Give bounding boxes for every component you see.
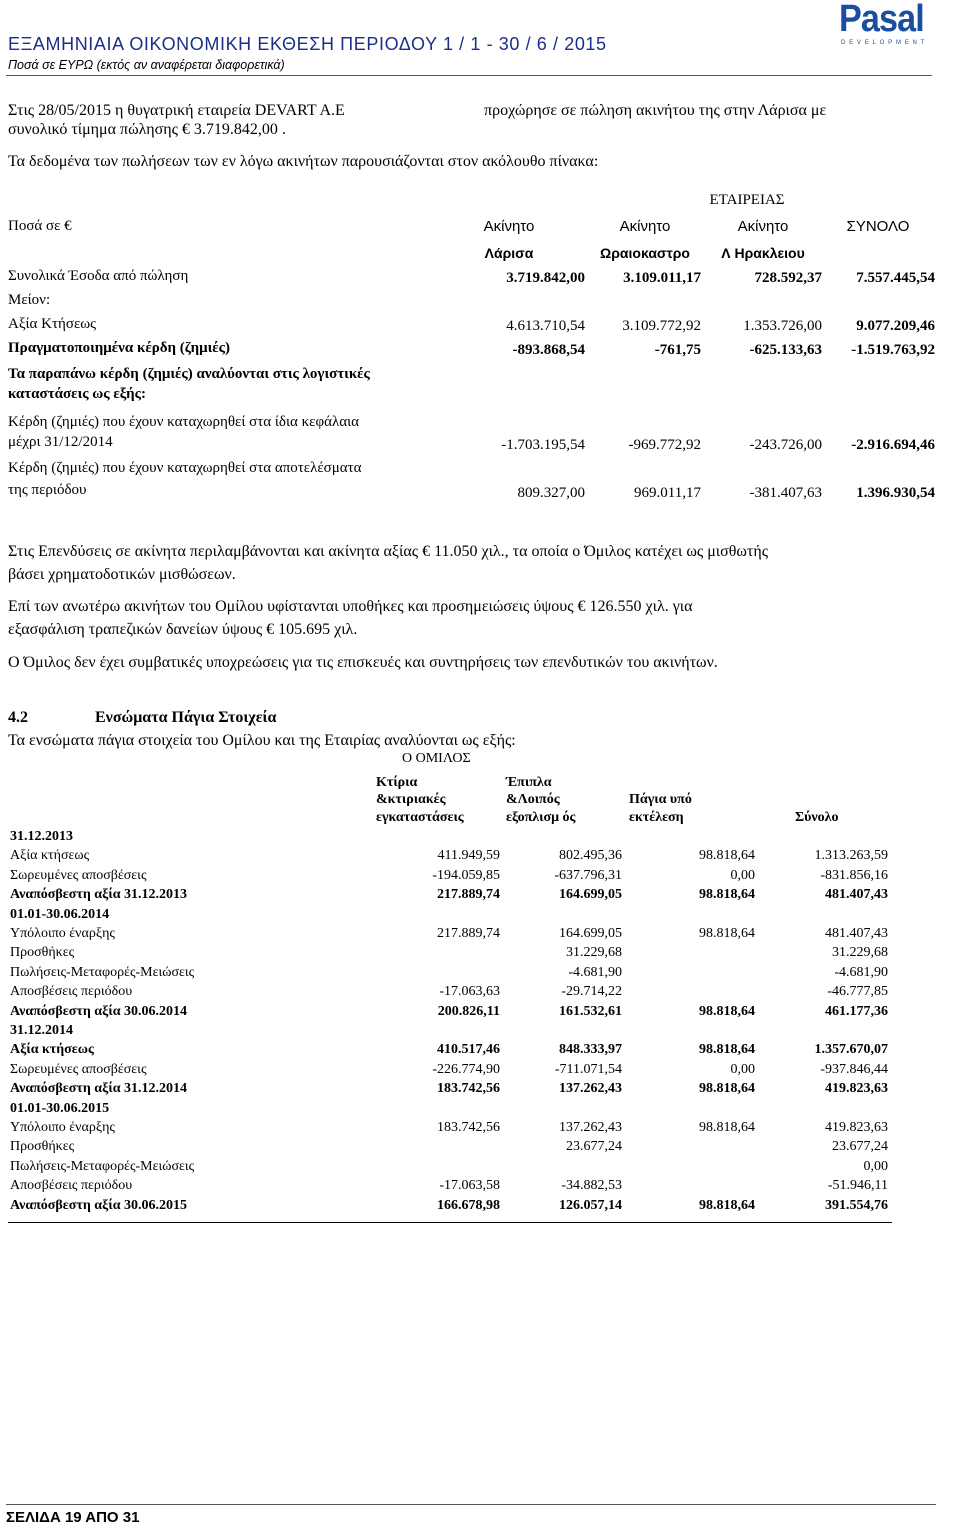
- assets-column-header: εξοπλισμ ός: [506, 810, 576, 825]
- column-header-bottom: Ωραιοκαστρο: [600, 245, 690, 261]
- sales-cell: 728.592,37: [754, 270, 822, 286]
- assets-cell: 848.333,97: [559, 1042, 622, 1057]
- assets-cell: 31.229,68: [566, 945, 622, 960]
- column-header-top: ΣΥΝΟΛΟ: [846, 218, 910, 235]
- sales-row-label: Πραγματοποιημένα κέρδη (ζημιές): [8, 340, 230, 356]
- assets-column-header: &Λοιπός: [506, 792, 560, 807]
- sales-cell: 4.613.710,54: [506, 318, 585, 334]
- assets-cell: 461.177,36: [825, 1004, 888, 1019]
- assets-cell: 98.818,64: [699, 1081, 755, 1096]
- sales-cell: 3.109.011,17: [623, 270, 701, 286]
- assets-row-label: Αξία κτήσεως: [10, 1042, 94, 1057]
- sales-row-label: Κέρδη (ζημιές) που έχουν καταχωρηθεί στα ίδια κεφάλαια: [8, 414, 359, 430]
- assets-cell: 137.262,43: [559, 1120, 622, 1135]
- assets-cell: 31.229,68: [832, 945, 888, 960]
- sales-row-label-cont: καταστάσεις ως εξής:: [8, 386, 146, 402]
- header-divider: [6, 75, 932, 76]
- assets-column-header: &κτιριακές: [376, 792, 446, 807]
- sales-cell: 9.077.209,46: [856, 318, 935, 334]
- assets-table-bottom-rule: [8, 1222, 892, 1223]
- assets-cell: -51.946,11: [827, 1178, 888, 1193]
- assets-cell: -34.882,53: [561, 1178, 622, 1193]
- assets-row-label: Υπόλοιπο έναρξης: [10, 926, 115, 941]
- assets-cell: 481.407,43: [825, 887, 888, 902]
- assets-cell: 164.699,05: [559, 887, 622, 902]
- paragraph-leases-line-2: βάσει χρηματοδοτικών μισθώσεων.: [8, 566, 236, 583]
- assets-cell: 1.357.670,07: [814, 1042, 888, 1057]
- sales-row-label: Κέρδη (ζημιές) που έχουν καταχωρηθεί στα αποτελέσματα: [8, 460, 362, 476]
- company-header: ΕΤΑΙΡΕΙΑΣ: [709, 192, 785, 208]
- assets-cell: -194.059,85: [432, 868, 500, 883]
- assets-row-label: 31.12.2014: [10, 1023, 73, 1038]
- assets-cell: 137.262,43: [559, 1081, 622, 1096]
- assets-cell: -46.777,85: [827, 984, 888, 999]
- assets-row-label: 01.01-30.06.2014: [10, 907, 110, 922]
- assets-column-header: Σύνολο: [795, 810, 839, 825]
- assets-cell: 481.407,43: [825, 926, 888, 941]
- assets-cell: -17.063,58: [439, 1178, 500, 1193]
- assets-cell: 200.826,11: [437, 1004, 500, 1019]
- sales-cell: -761,75: [654, 342, 701, 358]
- paragraph-leases-line-1: Στις Επενδύσεις σε ακίνητα περιλαμβάνονται και ακίνητα αξίας € 11.050 χιλ., τα οποία ο Όμιλος κατέχει ως μισθωτής: [8, 543, 769, 560]
- sales-cell: -243.726,00: [749, 437, 822, 453]
- column-header-bottom: Λ Ηρακλειου: [721, 245, 805, 261]
- sales-row-label: Αξία Κτήσεως: [8, 316, 97, 332]
- assets-cell: 98.818,64: [699, 848, 755, 863]
- assets-cell: 410.517,46: [437, 1042, 500, 1057]
- paragraph-obligations: Ο Όμιλος δεν έχει συμβατικές υποχρεώσεις για τις επισκευές και συντηρήσεις των επενδυτικών του ακινήτων.: [8, 654, 718, 671]
- assets-cell: -29.714,22: [561, 984, 622, 999]
- assets-row-label: Αποσβέσεις περιόδου: [10, 1178, 133, 1193]
- sales-row-label: Συνολικά Έσοδα από πώληση: [8, 268, 189, 284]
- assets-cell: 166.678,98: [437, 1198, 500, 1213]
- sales-cell: -2.916.694,46: [851, 437, 935, 453]
- assets-cell: 126.057,14: [559, 1198, 622, 1213]
- footer-divider: [6, 1504, 936, 1505]
- assets-cell: 98.818,64: [699, 1004, 755, 1019]
- assets-cell: -17.063,63: [439, 984, 500, 999]
- column-header-top: Ακίνητο: [483, 218, 535, 235]
- sales-cell: 809.327,00: [517, 485, 585, 501]
- assets-cell: -831.856,16: [820, 868, 888, 883]
- sales-cell: 1.353.726,00: [743, 318, 822, 334]
- assets-column-header: Έπιπλα: [506, 775, 552, 790]
- assets-cell: 23.677,24: [566, 1139, 622, 1154]
- assets-row-label: Σωρευμένες αποσβέσεις: [10, 868, 147, 883]
- assets-row-label: Αξία κτήσεως: [10, 848, 90, 863]
- assets-column-header: εκτέλεση: [629, 810, 684, 825]
- sales-cell: 969.011,17: [634, 485, 701, 501]
- assets-row-label: Προσθήκες: [10, 1139, 75, 1154]
- group-label: Ο ΟΜΙΛΟΣ: [402, 751, 471, 766]
- logo-subtitle: DEVELOPMENT: [841, 40, 929, 46]
- section-intro: Τα ενσώματα πάγια στοιχεία του Ομίλου και της Εταιρίας αναλύονται ως εξής:: [8, 732, 516, 749]
- intro-line-1b: προχώρησε σε πώληση ακινήτου της στην Λάρισα με: [484, 102, 827, 119]
- assets-cell: 0,00: [730, 1062, 755, 1077]
- company-logo: [839, 2, 931, 48]
- assets-cell: -226.774,90: [432, 1062, 500, 1077]
- assets-cell: 391.554,76: [825, 1198, 888, 1213]
- logo-wordmark: Pasal: [839, 0, 924, 40]
- paragraph-mortgages-line-2: εξασφάλιση τραπεζικών δανείων ύψους € 105.695 χιλ.: [8, 621, 358, 638]
- assets-row-label: Αναπόσβεστη αξία 31.12.2014: [10, 1081, 188, 1096]
- column-header-top: Ακίνητο: [619, 218, 671, 235]
- assets-row-label: 31.12.2013: [10, 829, 73, 844]
- sales-cell: -1.703.195,54: [501, 437, 585, 453]
- assets-cell: -937.846,44: [820, 1062, 888, 1077]
- assets-cell: 419.823,63: [825, 1120, 888, 1135]
- assets-cell: 98.818,64: [699, 1042, 755, 1057]
- assets-cell: 1.313.263,59: [814, 848, 888, 863]
- assets-row-label: Υπόλοιπο έναρξης: [10, 1120, 115, 1135]
- assets-row-label: Σωρευμένες αποσβέσεις: [10, 1062, 147, 1077]
- intro-line-1a: Στις 28/05/2015 η θυγατρική εταιρεία DEVART A.E: [8, 102, 345, 119]
- page-number: ΣΕΛΙΔΑ 19 ΑΠΟ 31: [6, 1509, 140, 1526]
- assets-cell: 98.818,64: [699, 926, 755, 941]
- assets-cell: -637.796,31: [554, 868, 622, 883]
- assets-column-header: Κτίρια: [376, 775, 418, 790]
- assets-cell: 161.532,61: [559, 1004, 622, 1019]
- assets-cell: 23.677,24: [832, 1139, 888, 1154]
- assets-cell: 802.495,36: [559, 848, 622, 863]
- sales-cell: 7.557.445,54: [856, 270, 935, 286]
- assets-row-label: Αναπόσβεστη αξία 31.12.2013: [10, 887, 188, 902]
- sales-cell: -1.519.763,92: [851, 342, 935, 358]
- assets-cell: 0,00: [730, 868, 755, 883]
- assets-row-label: Αναπόσβεστη αξία 30.06.2015: [10, 1198, 188, 1213]
- sales-cell: -381.407,63: [749, 485, 822, 501]
- paragraph-mortgages-line-1: Επί των ανωτέρω ακινήτων του Ομίλου υφίστανται υποθήκες και προσημειώσεις ύψους € 126.550 χιλ. για: [8, 598, 693, 615]
- assets-cell: -711.071,54: [554, 1062, 622, 1077]
- assets-row-label: Αποσβέσεις περιόδου: [10, 984, 133, 999]
- sales-row-label-cont: της περιόδου: [8, 482, 87, 498]
- assets-row-label: 01.01-30.06.2015: [10, 1101, 110, 1116]
- column-header-top: Ακίνητο: [737, 218, 789, 235]
- sales-cell: 3.109.772,92: [622, 318, 701, 334]
- assets-cell: 217.889,74: [437, 926, 500, 941]
- report-title: ΕΞΑΜΗΝΙΑΙΑ ΟΙΚΟΝΟΜΙΚΗ ΕΚΘΕΣΗ ΠΕΡΙΟΔΟΥ 1 / 1 - 30 / 6 / 2015: [8, 34, 607, 54]
- sales-row-label-cont: μέχρι 31/12/2014: [8, 434, 113, 450]
- sales-row-label: Μείον:: [8, 292, 51, 308]
- column-header-bottom: Λάρισα: [484, 245, 534, 261]
- amount-unit-label: Ποσά σε €: [8, 218, 72, 234]
- assets-cell: 217.889,74: [437, 887, 500, 902]
- assets-cell: 411.949,59: [437, 848, 500, 863]
- assets-cell: 0,00: [863, 1159, 888, 1174]
- assets-row-label: Πωλήσεις-Μεταφορές-Μειώσεις: [10, 965, 195, 980]
- sales-cell: 1.396.930,54: [856, 485, 935, 501]
- assets-column-header: εγκαταστάσεις: [376, 810, 464, 825]
- section-number: 4.2: [8, 709, 28, 726]
- section-title: Ενσώματα Πάγια Στοιχεία: [95, 709, 277, 726]
- assets-row-label: Προσθήκες: [10, 945, 75, 960]
- sales-row-label: Τα παραπάνω κέρδη (ζημιές) αναλύονται στις λογιστικές: [8, 366, 370, 382]
- intro-line-3: Τα δεδομένα των πωλήσεων των εν λόγω ακινήτων παρουσιάζονται στον ακόλουθο πίνακα:: [8, 153, 599, 170]
- intro-line-2: συνολικό τίμημα πώλησης € 3.719.842,00 .: [8, 121, 286, 138]
- assets-cell: 183.742,56: [437, 1120, 500, 1135]
- assets-cell: 164.699,05: [559, 926, 622, 941]
- sales-cell: -625.133,63: [749, 342, 822, 358]
- assets-cell: 98.818,64: [699, 1120, 755, 1135]
- assets-cell: 419.823,63: [825, 1081, 888, 1096]
- sales-cell: -893.868,54: [512, 342, 585, 358]
- report-subtitle: Ποσά σε ΕΥΡΩ (εκτός αν αναφέρεται διαφορετικά): [8, 58, 285, 72]
- assets-cell: 183.742,56: [437, 1081, 500, 1096]
- assets-cell: 98.818,64: [699, 1198, 755, 1213]
- assets-row-label: Αναπόσβεστη αξία 30.06.2014: [10, 1004, 188, 1019]
- assets-cell: -4.681,90: [568, 965, 622, 980]
- sales-cell: -969.772,92: [628, 437, 701, 453]
- sales-cell: 3.719.842,00: [506, 270, 585, 286]
- assets-cell: 98.818,64: [699, 887, 755, 902]
- assets-cell: -4.681,90: [834, 965, 888, 980]
- assets-column-header: Πάγια υπό: [629, 792, 692, 807]
- assets-row-label: Πωλήσεις-Μεταφορές-Μειώσεις: [10, 1159, 195, 1174]
